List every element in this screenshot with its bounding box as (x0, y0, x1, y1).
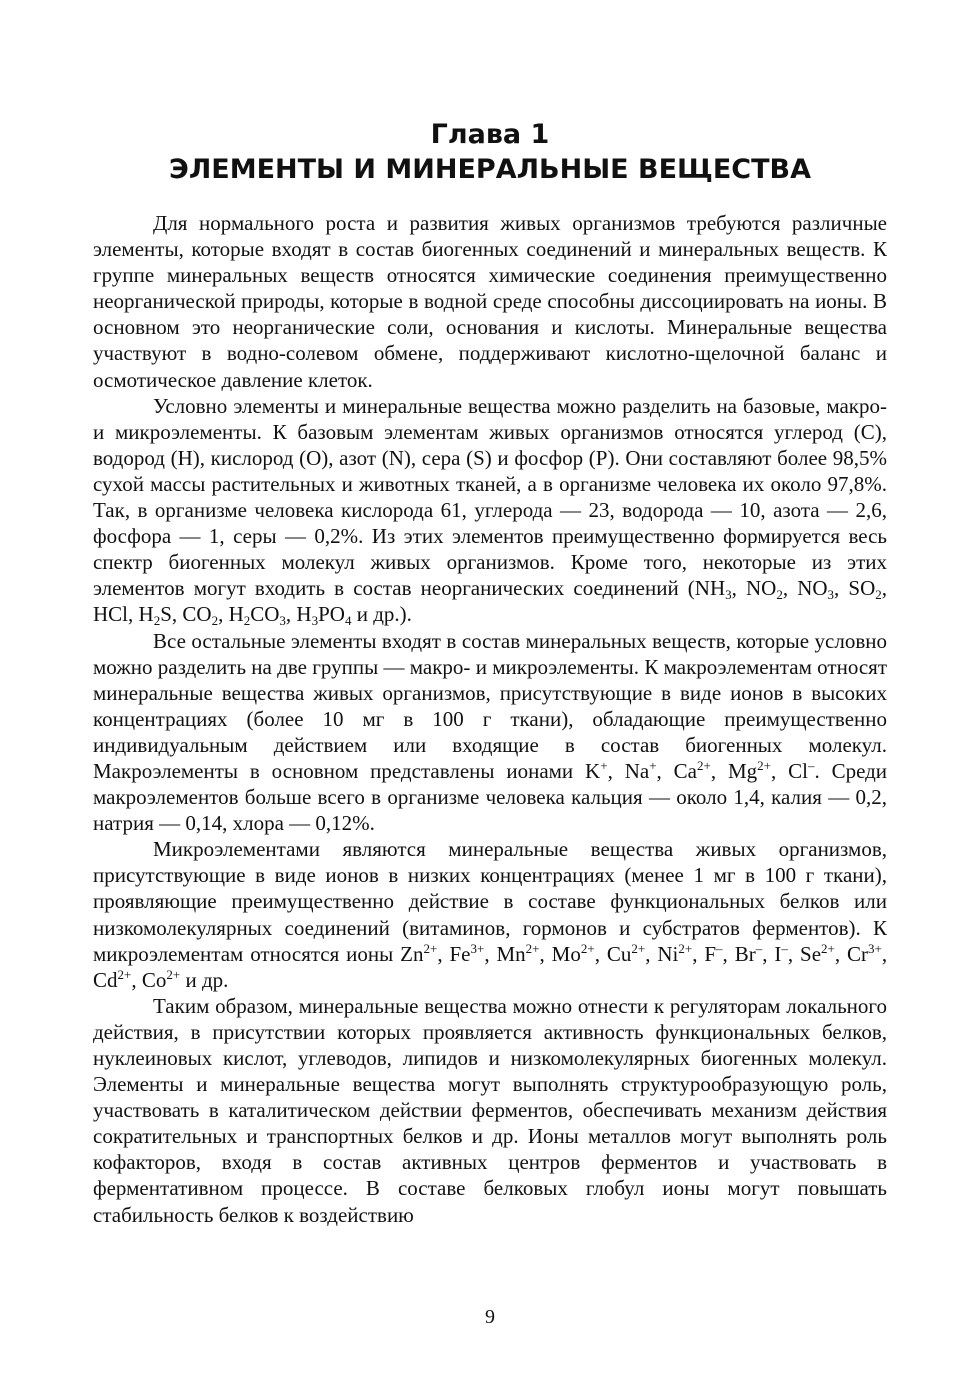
chemical-formula: $NO_3$ (797, 576, 835, 603)
paragraph-5: Таким образом, минеральные вещества можно отнести к регуляторам локального действия, в присутствии которых проявляется активность функциональных белков, нуклеиновых кислот, углеводов, липидов и низкомолекулярных биогенных молекул. Элементы и минеральные вещества могут выполнять структурообразующую роль, участвовать в каталитическом действии ферментов, обеспечивать механизм действия сократительных и транспортных белков и др. Ионы металлов могут выполнять роль кофакторов, входя в состав активных центров ферментов и участвовать в ферментативном процессе. В составе белковых глобул ионы могут повышать стабильность белков к воздействию (93, 993, 887, 1227)
formula-subscript: 3 (311, 613, 319, 629)
chapter-label: Глава 1 (430, 119, 550, 150)
chemical-formula: HCl (93, 602, 129, 627)
ion: $Mg^{2+}$ (727, 757, 771, 783)
ion: $Zn^{2+}$ (400, 940, 438, 966)
paragraph-4-outro: и др. (180, 967, 229, 992)
ion-charge: 2+ (757, 757, 771, 773)
ion: $Mo^{2+}$ (551, 940, 595, 966)
compound-list: $NH_3$, $NO_2$, $NO_3$, $SO_2$, HCl, $H_2S$, $CO_2$, $H_2CO_3$, $H_3PO_4$ (93, 576, 888, 629)
ion: $Cd^{2+}$ (93, 966, 132, 992)
formula-subscript: 2 (243, 613, 251, 629)
paragraph-2-outro: и др.). (351, 602, 412, 627)
ion-charge: 3+ (470, 940, 485, 956)
body-text (93, 210, 887, 1228)
ion: $Cu^{2+}$ (606, 940, 646, 966)
macro-ion-list: K+, Na+, $Ca^{2+}$, $Mg^{2+}$, Cl– (585, 757, 815, 783)
paragraph-4 (93, 836, 887, 993)
ion: Br– (734, 940, 763, 966)
paragraph-3 (93, 628, 887, 837)
ion: K+ (585, 757, 608, 783)
ion: $Ca^{2+}$ (673, 757, 711, 783)
ion-charge: 2+ (525, 940, 540, 956)
formula-subscript: 3 (725, 587, 732, 603)
paragraph-3-intro: Все остальные элементы входят в состав минеральных веществ, которые условно можно разделить на две группы — макро- и микроэлементы. К макроэлементам относят минеральные вещества живых организмов, присутствующие в виде ионов в высоких концентрациях (более 10 мг в 100 г ткани), обладающие преимущественно индивидуальным действием или входящие в состав биогенных молекул. Макроэлементы в основном представлены ионами (93, 628, 887, 783)
ion-charge: – (755, 940, 763, 956)
ion-charge: 3+ (868, 940, 882, 956)
formula-subscript: 2 (153, 613, 161, 629)
paragraph-1: Для нормального роста и развития живых организмов требуются различные элементы, которые входят в состав биогенных соединений и минеральных веществ. К группе минеральных веществ относятся химические соединения преимущественно неорганической природы, которые в водной среде способны диссоциировать на ионы. В основном это неорганические соли, основания и кислоты. Минеральные вещества участвуют в водно-солевом обмене, поддерживают кислотно-щелочной баланс и осмотическое давление клеток. (93, 211, 887, 392)
formula-subscript: 2 (211, 613, 219, 629)
paragraph-4-intro: Микроэлементами являются минеральные вещества живых организмов, присутствующие в виде ионов в низких концентрациях (менее 1 мг в 100 г ткани), проявляющие преимущественно действие в составе функциональных белков или низкомолекулярных соединений (витаминов, гормонов и субстратов ферментов). К микроэлементам относятся ионы (93, 837, 887, 966)
chemical-formula: $H_2S$ (138, 602, 172, 629)
chemical-formula: $NO_2$ (746, 576, 783, 603)
ion: $Mn^{2+}$ (496, 940, 540, 966)
chemical-formula: $SO_2$ (848, 576, 882, 603)
paragraph-2-intro: Условно элементы и минеральные вещества можно разделить на базовые, макро- и микроэлементы. К базовым элементам живых организмов относятся углерод (C), водород (H), кислород (O), азот (N), сера (S) и фосфор (P). Они составляют более 98,5% сухой массы растительных и животных тканей, а в организме человека их около 97,8%. Так, в организме человека кислорода 61, углерода — 23, водорода — 10, азота — 2,6, фосфора — 1, серы — 0,2%. Из этих элементов преимущественно формируется весь спектр биогенных молекул живых организмов. Кроме того, некоторые из этих элементов могут входить в состав неорганических соединений ( (93, 393, 887, 601)
ion-charge: 2+ (678, 940, 693, 956)
ion-charge: 2+ (696, 757, 711, 773)
ion-charge: – (807, 757, 815, 773)
ion-charge: 2+ (166, 966, 181, 982)
ion-charge: + (649, 757, 657, 773)
ion: Na+ (624, 757, 657, 783)
formula-subscript: 3 (827, 587, 835, 603)
paragraph-3-outro: . Среди макроэлементов больше всего в организме человека кальция — около 1,4, калия — 0,2, натрия — 0,14, хлора — 0,12%. (93, 758, 888, 836)
ion-charge: 2+ (423, 940, 438, 956)
formula-subscript: 2 (875, 587, 882, 603)
ion: Cl– (788, 757, 815, 783)
page-number: 9 (485, 1306, 495, 1328)
ion: $Se^{2+}$ (800, 940, 835, 966)
chemical-formula: $CO_2$ (182, 602, 219, 629)
chemical-formula: $NH_3$ (694, 576, 732, 603)
formula-subscript: 4 (344, 613, 352, 629)
ion-charge: 2+ (821, 940, 835, 956)
chemical-formula: $H_3PO_4$ (296, 602, 352, 629)
ion: $Cr^{3+}$ (847, 940, 882, 966)
ion: $Co^{2+}$ (141, 966, 181, 992)
formula-subscript: 3 (279, 613, 286, 629)
chemical-formula: $H_2CO_3$ (228, 602, 286, 629)
ion: I– (774, 940, 788, 966)
chapter-title: ЭЛЕМЕНТЫ И МИНЕРАЛЬНЫЕ ВЕЩЕСТВА (169, 154, 811, 185)
ion: $Ni^{2+}$ (657, 940, 693, 966)
ion-charge: – (716, 940, 723, 956)
ion: F– (704, 940, 723, 966)
micro-ion-list: $Zn^{2+}$, $Fe^{3+}$, $Mn^{2+}$, $Mo^{2+}$, $Cu^{2+}$, $Ni^{2+}$, F–, Br–, I–, $Se^{2+}$, $Cr^{3+}$, $Cd^{2+}$, $Co^{2+}$ (93, 940, 888, 992)
ion-charge: + (600, 757, 608, 773)
chapter-header (93, 118, 887, 188)
page (93, 118, 887, 1228)
ion-charge: – (781, 940, 788, 956)
paragraph-2 (93, 393, 887, 628)
formula-subscript: 2 (776, 587, 783, 603)
ion-charge: 2+ (631, 940, 646, 956)
ion: $Fe^{3+}$ (449, 940, 485, 966)
ion-charge: 2+ (580, 940, 595, 956)
ion-charge: 2+ (117, 966, 132, 982)
